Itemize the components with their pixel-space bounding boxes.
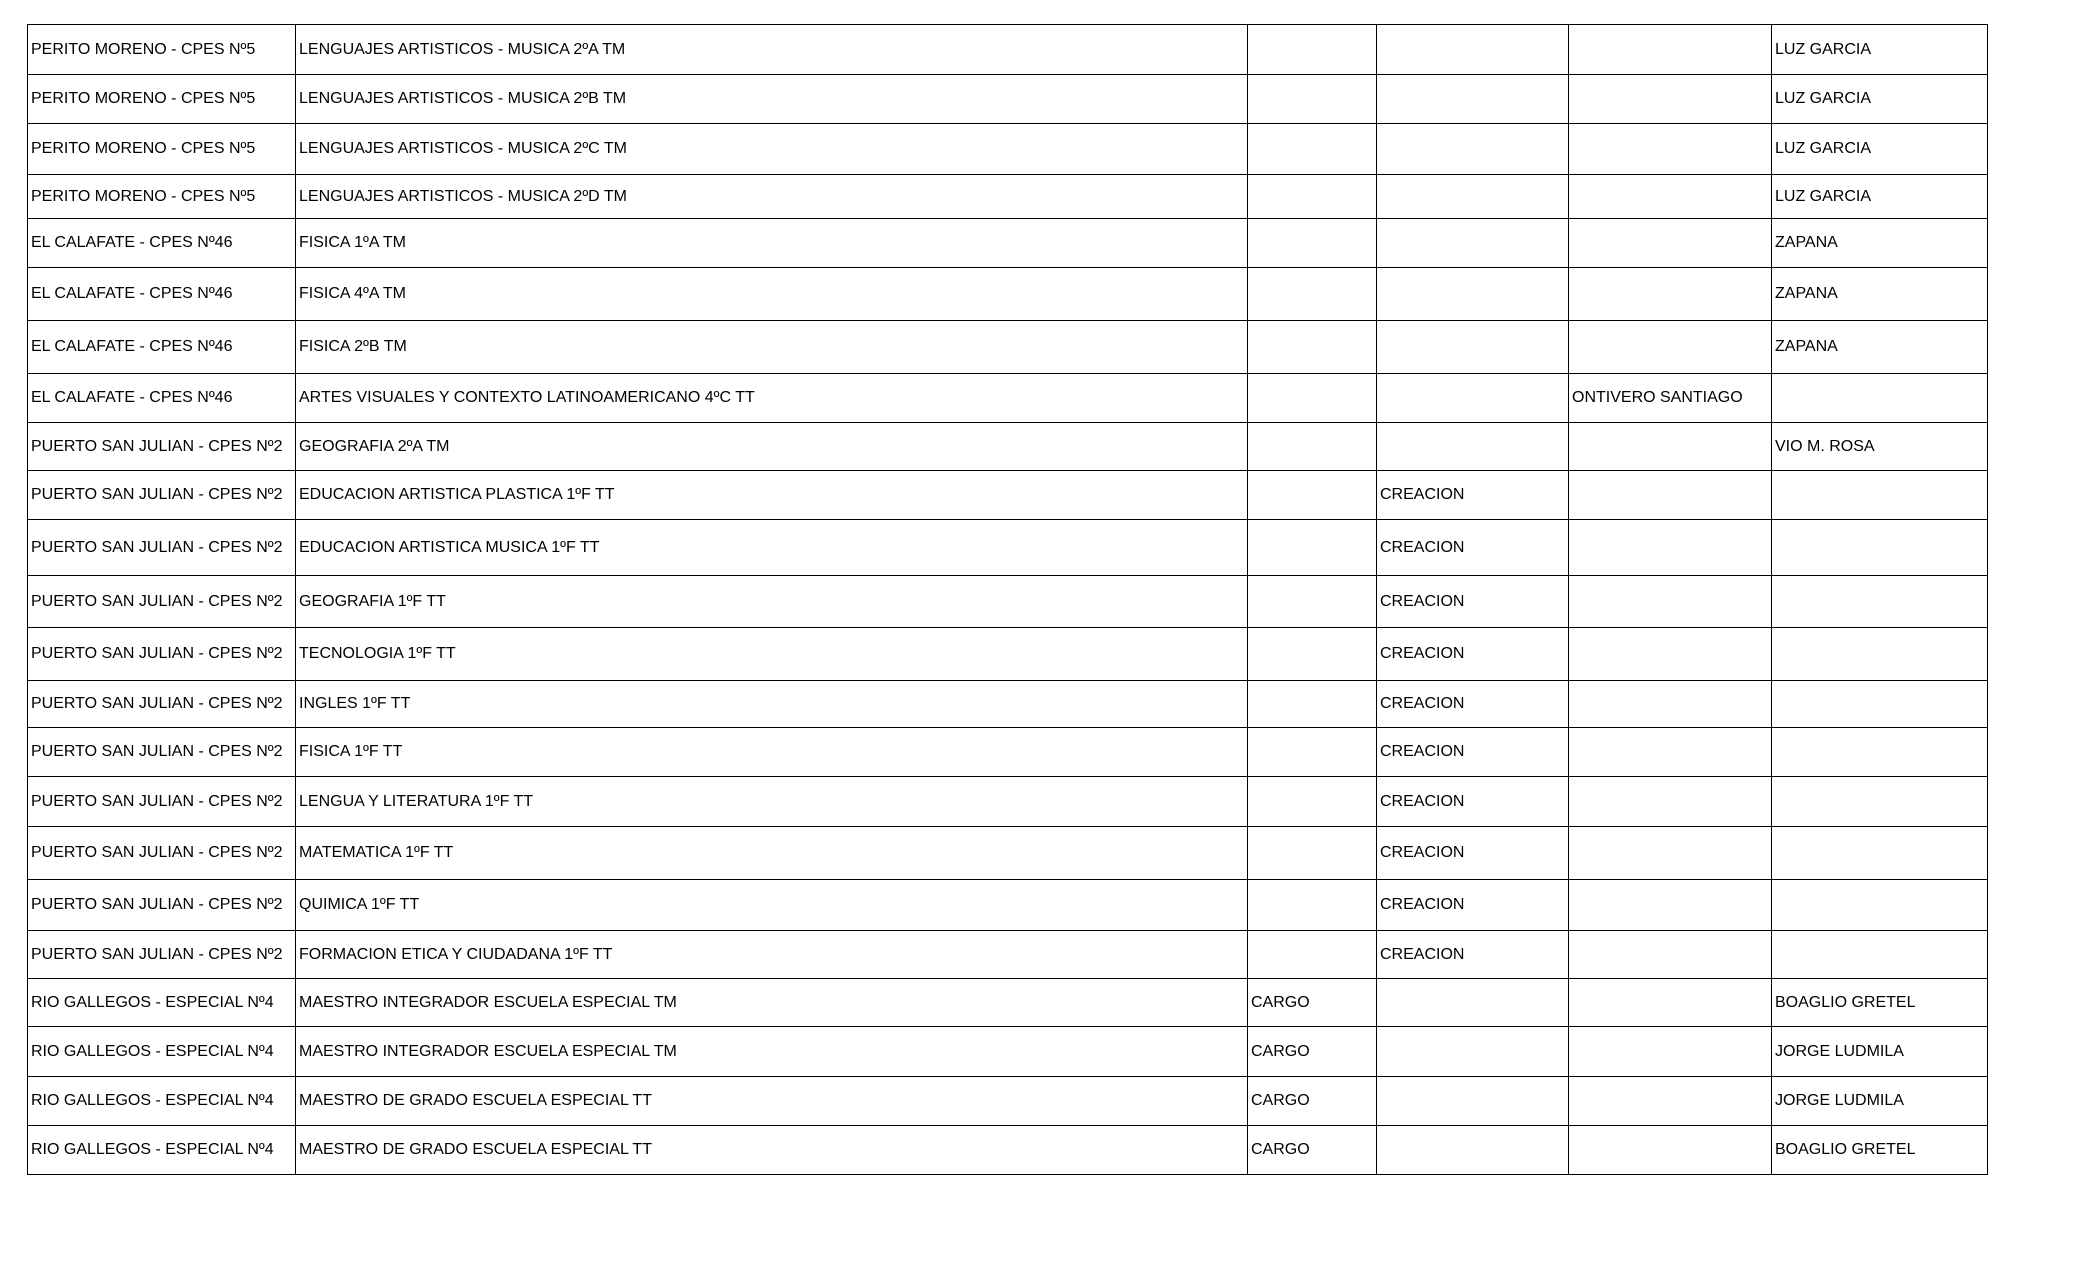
creacion-cell: CREACION bbox=[1377, 681, 1569, 728]
subject-cell: FISICA 4ºA TM bbox=[296, 268, 1248, 321]
subject-cell: QUIMICA 1ºF TT bbox=[296, 880, 1248, 931]
location-cell: PUERTO SAN JULIAN - CPES Nº2 bbox=[28, 777, 296, 827]
teacher-cell bbox=[1772, 520, 1988, 576]
assignee-cell bbox=[1569, 1077, 1772, 1126]
subject-cell: LENGUAJES ARTISTICOS - MUSICA 2ºC TM bbox=[296, 124, 1248, 175]
table-row bbox=[28, 423, 1988, 471]
location-cell: PUERTO SAN JULIAN - CPES Nº2 bbox=[28, 827, 296, 880]
subject-cell: FISICA 1ºF TT bbox=[296, 728, 1248, 777]
creacion-cell: CREACION bbox=[1377, 880, 1569, 931]
assignee-cell bbox=[1569, 681, 1772, 728]
assignee-cell bbox=[1569, 931, 1772, 979]
location-cell: PERITO MORENO - CPES Nº5 bbox=[28, 25, 296, 75]
cargo-cell: CARGO bbox=[1248, 1077, 1377, 1126]
subject-cell: MAESTRO DE GRADO ESCUELA ESPECIAL TT bbox=[296, 1077, 1248, 1126]
location-cell: PUERTO SAN JULIAN - CPES Nº2 bbox=[28, 520, 296, 576]
table-row bbox=[28, 728, 1988, 777]
teacher-cell: ZAPANA bbox=[1772, 219, 1988, 268]
creacion-cell bbox=[1377, 321, 1569, 374]
assignee-cell bbox=[1569, 268, 1772, 321]
table-row bbox=[28, 321, 1988, 374]
subject-cell: MAESTRO INTEGRADOR ESCUELA ESPECIAL TM bbox=[296, 1027, 1248, 1077]
table-row bbox=[28, 931, 1988, 979]
teacher-cell bbox=[1772, 681, 1988, 728]
teacher-cell bbox=[1772, 628, 1988, 681]
subject-cell: LENGUAJES ARTISTICOS - MUSICA 2ºA TM bbox=[296, 25, 1248, 75]
teacher-cell bbox=[1772, 777, 1988, 827]
creacion-cell: CREACION bbox=[1377, 471, 1569, 520]
cargo-cell bbox=[1248, 520, 1377, 576]
teacher-cell: BOAGLIO GRETEL bbox=[1772, 979, 1988, 1027]
creacion-cell bbox=[1377, 374, 1569, 423]
cargo-cell bbox=[1248, 931, 1377, 979]
subject-cell: LENGUAJES ARTISTICOS - MUSICA 2ºB TM bbox=[296, 75, 1248, 124]
assignee-cell bbox=[1569, 827, 1772, 880]
creacion-cell: CREACION bbox=[1377, 628, 1569, 681]
teacher-cell: ZAPANA bbox=[1772, 268, 1988, 321]
cargo-cell bbox=[1248, 681, 1377, 728]
table-row bbox=[28, 777, 1988, 827]
assignee-cell bbox=[1569, 321, 1772, 374]
teacher-cell: LUZ GARCIA bbox=[1772, 175, 1988, 219]
table-body bbox=[28, 25, 1988, 1175]
teacher-cell: JORGE LUDMILA bbox=[1772, 1077, 1988, 1126]
teacher-cell: ZAPANA bbox=[1772, 321, 1988, 374]
table-row bbox=[28, 681, 1988, 728]
cargo-cell bbox=[1248, 777, 1377, 827]
teacher-cell: VIO M. ROSA bbox=[1772, 423, 1988, 471]
teacher-cell: BOAGLIO GRETEL bbox=[1772, 1126, 1988, 1175]
cargo-cell bbox=[1248, 268, 1377, 321]
creacion-cell bbox=[1377, 75, 1569, 124]
assignee-cell bbox=[1569, 728, 1772, 777]
assignee-cell: ONTIVERO SANTIAGO bbox=[1569, 374, 1772, 423]
teacher-cell bbox=[1772, 471, 1988, 520]
cargo-cell bbox=[1248, 25, 1377, 75]
cargo-cell bbox=[1248, 175, 1377, 219]
table-row bbox=[28, 268, 1988, 321]
cargo-cell bbox=[1248, 880, 1377, 931]
table-row bbox=[28, 1126, 1988, 1175]
cargo-cell bbox=[1248, 471, 1377, 520]
teacher-cell bbox=[1772, 880, 1988, 931]
teacher-cell bbox=[1772, 374, 1988, 423]
subject-cell: TECNOLOGIA 1ºF TT bbox=[296, 628, 1248, 681]
assignee-cell bbox=[1569, 880, 1772, 931]
cargo-cell: CARGO bbox=[1248, 1126, 1377, 1175]
cargo-cell bbox=[1248, 827, 1377, 880]
assignee-cell bbox=[1569, 979, 1772, 1027]
assignee-cell bbox=[1569, 175, 1772, 219]
teacher-cell bbox=[1772, 728, 1988, 777]
cargo-cell: CARGO bbox=[1248, 1027, 1377, 1077]
cargo-cell bbox=[1248, 124, 1377, 175]
table-row bbox=[28, 75, 1988, 124]
cargo-cell bbox=[1248, 374, 1377, 423]
cargo-cell bbox=[1248, 423, 1377, 471]
table-row bbox=[28, 471, 1988, 520]
creacion-cell: CREACION bbox=[1377, 576, 1569, 628]
location-cell: PERITO MORENO - CPES Nº5 bbox=[28, 75, 296, 124]
subject-cell: MAESTRO INTEGRADOR ESCUELA ESPECIAL TM bbox=[296, 979, 1248, 1027]
table-row bbox=[28, 374, 1988, 423]
creacion-cell bbox=[1377, 124, 1569, 175]
subject-cell: LENGUA Y LITERATURA 1ºF TT bbox=[296, 777, 1248, 827]
creacion-cell: CREACION bbox=[1377, 931, 1569, 979]
table-row bbox=[28, 219, 1988, 268]
location-cell: PERITO MORENO - CPES Nº5 bbox=[28, 124, 296, 175]
table-row bbox=[28, 576, 1988, 628]
subject-cell: FORMACION ETICA Y CIUDADANA 1ºF TT bbox=[296, 931, 1248, 979]
assignee-cell bbox=[1569, 423, 1772, 471]
table-row bbox=[28, 1077, 1988, 1126]
assignee-cell bbox=[1569, 777, 1772, 827]
location-cell: PUERTO SAN JULIAN - CPES Nº2 bbox=[28, 628, 296, 681]
cargo-cell bbox=[1248, 576, 1377, 628]
location-cell: RIO GALLEGOS - ESPECIAL Nº4 bbox=[28, 979, 296, 1027]
creacion-cell bbox=[1377, 979, 1569, 1027]
cargo-cell bbox=[1248, 219, 1377, 268]
subject-cell: EDUCACION ARTISTICA MUSICA 1ºF TT bbox=[296, 520, 1248, 576]
creacion-cell bbox=[1377, 268, 1569, 321]
location-cell: EL CALAFATE - CPES Nº46 bbox=[28, 219, 296, 268]
teacher-cell bbox=[1772, 827, 1988, 880]
table-row bbox=[28, 124, 1988, 175]
location-cell: EL CALAFATE - CPES Nº46 bbox=[28, 268, 296, 321]
subject-cell: MATEMATICA 1ºF TT bbox=[296, 827, 1248, 880]
creacion-cell bbox=[1377, 1027, 1569, 1077]
assignee-cell bbox=[1569, 1126, 1772, 1175]
table-row bbox=[28, 520, 1988, 576]
table-row bbox=[28, 880, 1988, 931]
creacion-cell bbox=[1377, 219, 1569, 268]
subject-cell: GEOGRAFIA 1ºF TT bbox=[296, 576, 1248, 628]
cargo-cell bbox=[1248, 728, 1377, 777]
cargo-cell bbox=[1248, 321, 1377, 374]
subject-cell: GEOGRAFIA 2ºA TM bbox=[296, 423, 1248, 471]
assignee-cell bbox=[1569, 628, 1772, 681]
location-cell: PUERTO SAN JULIAN - CPES Nº2 bbox=[28, 471, 296, 520]
location-cell: PUERTO SAN JULIAN - CPES Nº2 bbox=[28, 576, 296, 628]
assignee-cell bbox=[1569, 1027, 1772, 1077]
creacion-cell: CREACION bbox=[1377, 827, 1569, 880]
spreadsheet-table bbox=[27, 24, 1988, 1175]
teacher-cell: JORGE LUDMILA bbox=[1772, 1027, 1988, 1077]
cargo-cell bbox=[1248, 75, 1377, 124]
location-cell: RIO GALLEGOS - ESPECIAL Nº4 bbox=[28, 1126, 296, 1175]
location-cell: EL CALAFATE - CPES Nº46 bbox=[28, 321, 296, 374]
creacion-cell: CREACION bbox=[1377, 777, 1569, 827]
subject-cell: FISICA 2ºB TM bbox=[296, 321, 1248, 374]
teacher-cell: LUZ GARCIA bbox=[1772, 25, 1988, 75]
location-cell: PUERTO SAN JULIAN - CPES Nº2 bbox=[28, 681, 296, 728]
teacher-cell bbox=[1772, 931, 1988, 979]
assignee-cell bbox=[1569, 471, 1772, 520]
creacion-cell bbox=[1377, 1077, 1569, 1126]
creacion-cell bbox=[1377, 175, 1569, 219]
cargo-cell bbox=[1248, 628, 1377, 681]
location-cell: PUERTO SAN JULIAN - CPES Nº2 bbox=[28, 728, 296, 777]
subject-cell: INGLES 1ºF TT bbox=[296, 681, 1248, 728]
assignee-cell bbox=[1569, 520, 1772, 576]
location-cell: PERITO MORENO - CPES Nº5 bbox=[28, 175, 296, 219]
creacion-cell bbox=[1377, 25, 1569, 75]
location-cell: RIO GALLEGOS - ESPECIAL Nº4 bbox=[28, 1027, 296, 1077]
cargo-cell: CARGO bbox=[1248, 979, 1377, 1027]
teacher-cell bbox=[1772, 576, 1988, 628]
assignee-cell bbox=[1569, 576, 1772, 628]
assignee-cell bbox=[1569, 75, 1772, 124]
location-cell: PUERTO SAN JULIAN - CPES Nº2 bbox=[28, 423, 296, 471]
creacion-cell bbox=[1377, 1126, 1569, 1175]
teacher-cell: LUZ GARCIA bbox=[1772, 75, 1988, 124]
subject-cell: ARTES VISUALES Y CONTEXTO LATINOAMERICANO 4ºC TT bbox=[296, 374, 1248, 423]
assignee-cell bbox=[1569, 124, 1772, 175]
table-row bbox=[28, 979, 1988, 1027]
table-row bbox=[28, 628, 1988, 681]
teacher-cell: LUZ GARCIA bbox=[1772, 124, 1988, 175]
table-row bbox=[28, 25, 1988, 75]
creacion-cell bbox=[1377, 423, 1569, 471]
assignee-cell bbox=[1569, 219, 1772, 268]
table-row bbox=[28, 175, 1988, 219]
creacion-cell: CREACION bbox=[1377, 728, 1569, 777]
assignee-cell bbox=[1569, 25, 1772, 75]
location-cell: RIO GALLEGOS - ESPECIAL Nº4 bbox=[28, 1077, 296, 1126]
location-cell: EL CALAFATE - CPES Nº46 bbox=[28, 374, 296, 423]
subject-cell: FISICA 1ºA TM bbox=[296, 219, 1248, 268]
subject-cell: MAESTRO DE GRADO ESCUELA ESPECIAL TT bbox=[296, 1126, 1248, 1175]
table-row bbox=[28, 827, 1988, 880]
subject-cell: EDUCACION ARTISTICA PLASTICA 1ºF TT bbox=[296, 471, 1248, 520]
creacion-cell: CREACION bbox=[1377, 520, 1569, 576]
location-cell: PUERTO SAN JULIAN - CPES Nº2 bbox=[28, 880, 296, 931]
subject-cell: LENGUAJES ARTISTICOS - MUSICA 2ºD TM bbox=[296, 175, 1248, 219]
location-cell: PUERTO SAN JULIAN - CPES Nº2 bbox=[28, 931, 296, 979]
table-row bbox=[28, 1027, 1988, 1077]
